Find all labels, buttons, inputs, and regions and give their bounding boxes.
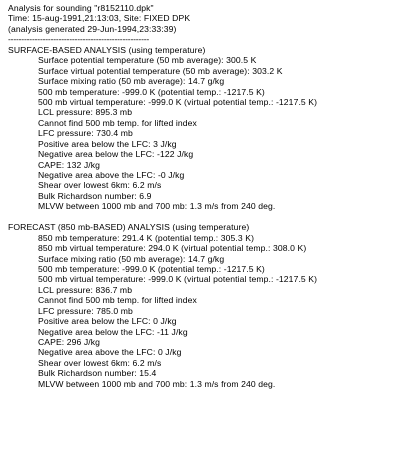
surface-item: 500 mb temperature: -999.0 K (potential temp.: -1217.5 K) [38, 86, 265, 97]
surface-section-title: SURFACE-BASED ANALYSIS (using temperature) [8, 44, 206, 55]
separator-rule: ----------------------------------------------------- [8, 34, 150, 45]
surface-item: MLVW between 1000 mb and 700 mb: 1.3 m/s from 240 deg. [38, 201, 276, 212]
forecast-item: Negative area below the LFC: -11 J/kg [38, 326, 188, 337]
forecast-item: Negative area above the LFC: 0 J/kg [38, 347, 182, 358]
forecast-item: LFC pressure: 785.0 mb [38, 305, 133, 316]
forecast-item: LCL pressure: 836.7 mb [38, 284, 133, 295]
forecast-item: MLVW between 1000 mb and 700 mb: 1.3 m/s from 240 deg. [38, 378, 276, 389]
surface-item: 500 mb virtual temperature: -999.0 K (virtual potential temp.: -1217.5 K) [38, 96, 318, 107]
surface-item: LCL pressure: 895.3 mb [38, 107, 133, 118]
surface-item: LFC pressure: 730.4 mb [38, 128, 133, 139]
forecast-item: Shear over lowest 6km: 6.2 m/s [38, 357, 162, 368]
forecast-item: Bulk Richardson number: 15.4 [38, 368, 157, 379]
forecast-item: 850 mb temperature: 291.4 K (potential temp.: 305.3 K) [38, 232, 255, 243]
forecast-items-list [8, 233, 418, 390]
surface-item: Surface mixing ratio (50 mb average): 14.7 g/kg [38, 76, 225, 87]
surface-item: Bulk Richardson number: 6.9 [38, 190, 152, 201]
surface-item: Cannot find 500 mb temp. for lifted index [38, 117, 197, 128]
surface-item: Surface virtual potential temperature (50 mb average): 303.2 K [38, 65, 283, 76]
surface-item: Negative area above the LFC: -0 J/kg [38, 170, 185, 180]
forecast-item: Cannot find 500 mb temp. for lifted index [38, 295, 197, 306]
forecast-section-title: FORECAST (850 mb-BASED) ANALYSIS (using temperature) [8, 222, 250, 233]
time-site-line: Time: 15-aug-1991,21:13:03, Site: FIXED DPK [8, 13, 191, 24]
forecast-item: Positive area below the LFC: 0 J/kg [38, 316, 177, 327]
forecast-item: 500 mb virtual temperature: -999.0 K (virtual potential temp.: -1217.5 K) [38, 274, 318, 285]
surface-item: Surface potential temperature (50 mb average): 300.5 K [38, 55, 257, 66]
analysis-title: Analysis for sounding "r8152110.dpk" [8, 3, 154, 13]
forecast-item: CAPE: 296 J/kg [38, 337, 101, 347]
surface-item: CAPE: 132 J/kg [38, 159, 101, 170]
forecast-item: 850 mb virtual temperature: 294.0 K (virtual potential temp.: 308.0 K) [38, 243, 307, 254]
sounding-analysis-report [8, 3, 418, 389]
surface-item: Shear over lowest 6km: 6.2 m/s [38, 180, 162, 191]
surface-item: Negative area below the LFC: -122 J/kg [38, 149, 194, 160]
section-gap [8, 212, 418, 222]
forecast-item: Surface mixing ratio (50 mb average): 14.7 g/kg [38, 253, 225, 264]
forecast-item: 500 mb temperature: -999.0 K (potential temp.: -1217.5 K) [38, 263, 265, 274]
surface-item: Positive area below the LFC: 3 J/kg [38, 138, 177, 149]
generated-line: (analysis generated 29-Jun-1994,23:33:39) [8, 23, 177, 34]
surface-items-list [8, 55, 418, 212]
